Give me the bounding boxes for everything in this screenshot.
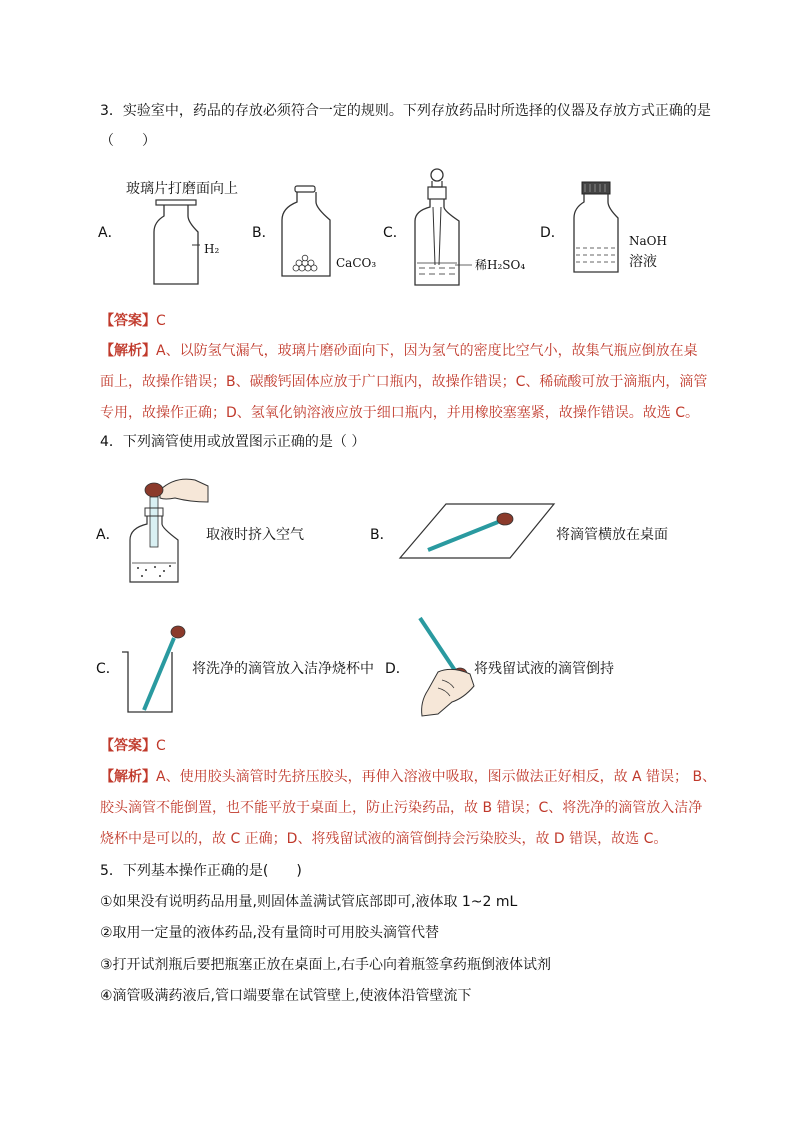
q3-label-d1: NaOH	[629, 234, 667, 248]
q4-option-b[interactable]: B．	[370, 527, 394, 543]
inverted-dropper-hand-icon	[408, 614, 483, 722]
q3-analysis-3: 专用，故操作正确；D、氢氧化钠溶液应放于细口瓶内，并用橡胶塞塞紧，故操作错误。故选 C。	[100, 405, 700, 421]
q3-analysis-1	[100, 341, 698, 361]
q4-label-a: 取液时挤入空气	[206, 527, 304, 543]
q4-label-d: 将残留试液的滴管倒持	[474, 661, 614, 677]
q3-label-c: 稀H₂SO₄	[475, 258, 526, 272]
q3-stem: 3．实验室中，药品的存放必须符合一定的规则。下列存放药品时所选择的仪器及存放方式正确的是	[100, 103, 711, 119]
answer-value: C	[156, 313, 166, 329]
q4-analysis-2: 胶头滴管不能倒置，也不能平放于桌面上，防止污染药品，故 B 错误；C、将洗净的滴管放入洁净	[100, 800, 703, 816]
q4-label-b: 将滴管横放在桌面	[556, 527, 668, 543]
q5-item-2: ②取用一定量的液体药品,没有量筒时可用胶头滴管代替	[100, 925, 439, 941]
q5-item-1: ①如果没有说明药品用量,则固体盖满试管底部即可,液体取 1~2 mL	[100, 894, 518, 910]
q4-analysis-3: 烧杯中是可以的，故 C 正确；D、将残留试液的滴管倒持会污染胶头，故 D 错误，故选 C。	[100, 831, 668, 847]
q4-option-a[interactable]: A．	[96, 527, 120, 543]
q5-stem: 5．下列基本操作正确的是( )	[100, 863, 302, 879]
answer-tag: 【答案】	[100, 313, 156, 329]
q3-label-b: CaCO₃	[336, 256, 377, 270]
analysis-tag: 【解析】	[100, 769, 156, 785]
q4-label-c: 将洗净的滴管放入洁净烧杯中	[192, 661, 374, 677]
dropper-in-beaker-icon	[118, 622, 193, 717]
q3-option-a[interactable]: A．	[98, 225, 122, 241]
q4-answer	[100, 736, 166, 756]
q3-option-b[interactable]: B．	[252, 225, 276, 241]
wide-mouth-bottle-icon	[278, 184, 338, 279]
dropper-on-table-icon	[398, 500, 558, 562]
analysis-text: A、使用胶头滴管时先挤压胶头，再伸入溶液中吸取，图示做法正好相反，故 A 错误； B、	[156, 769, 717, 785]
q3-option-c[interactable]: C．	[383, 225, 407, 241]
analysis-text: A、以防氢气漏气，玻璃片磨砂面向下，因为氢气的密度比空气小，故集气瓶应倒放在桌	[156, 343, 698, 359]
gas-bottle-icon	[150, 198, 210, 288]
analysis-tag: 【解析】	[100, 343, 156, 359]
q4-option-c[interactable]: C．	[96, 661, 120, 677]
q3-label-a: H₂	[204, 242, 220, 256]
narrow-bottle-icon	[570, 180, 630, 276]
q3-answer	[100, 311, 166, 331]
answer-tag: 【答案】	[100, 738, 156, 754]
q3-label-d2: 溶液	[629, 254, 657, 270]
q3-option-d[interactable]: D．	[540, 225, 565, 241]
q4-option-d[interactable]: D．	[385, 661, 410, 677]
q3-analysis-2: 面上，故操作错误；B、碳酸钙固体应放于广口瓶内，故操作错误；C、稀硫酸可放于滴瓶内，滴管	[100, 374, 708, 390]
q4-stem: 4．下列滴管使用或放置图示正确的是（ ）	[100, 434, 366, 450]
q4-analysis-1	[100, 767, 716, 787]
q5-item-4: ④滴管吸满药液后,管口端要靠在试管壁上,使液体沿管壁流下	[100, 988, 472, 1004]
dropper-bottle-icon	[410, 165, 470, 290]
q5-item-3: ③打开试剂瓶后要把瓶塞正放在桌面上,右手心向着瓶签拿药瓶倒液体试剂	[100, 957, 551, 973]
hand-dropper-bottle-icon	[120, 472, 210, 592]
answer-value: C	[156, 738, 166, 754]
q3-glass-note: 玻璃片打磨面向上	[126, 181, 238, 197]
q3-paren: （ ）	[100, 133, 156, 149]
